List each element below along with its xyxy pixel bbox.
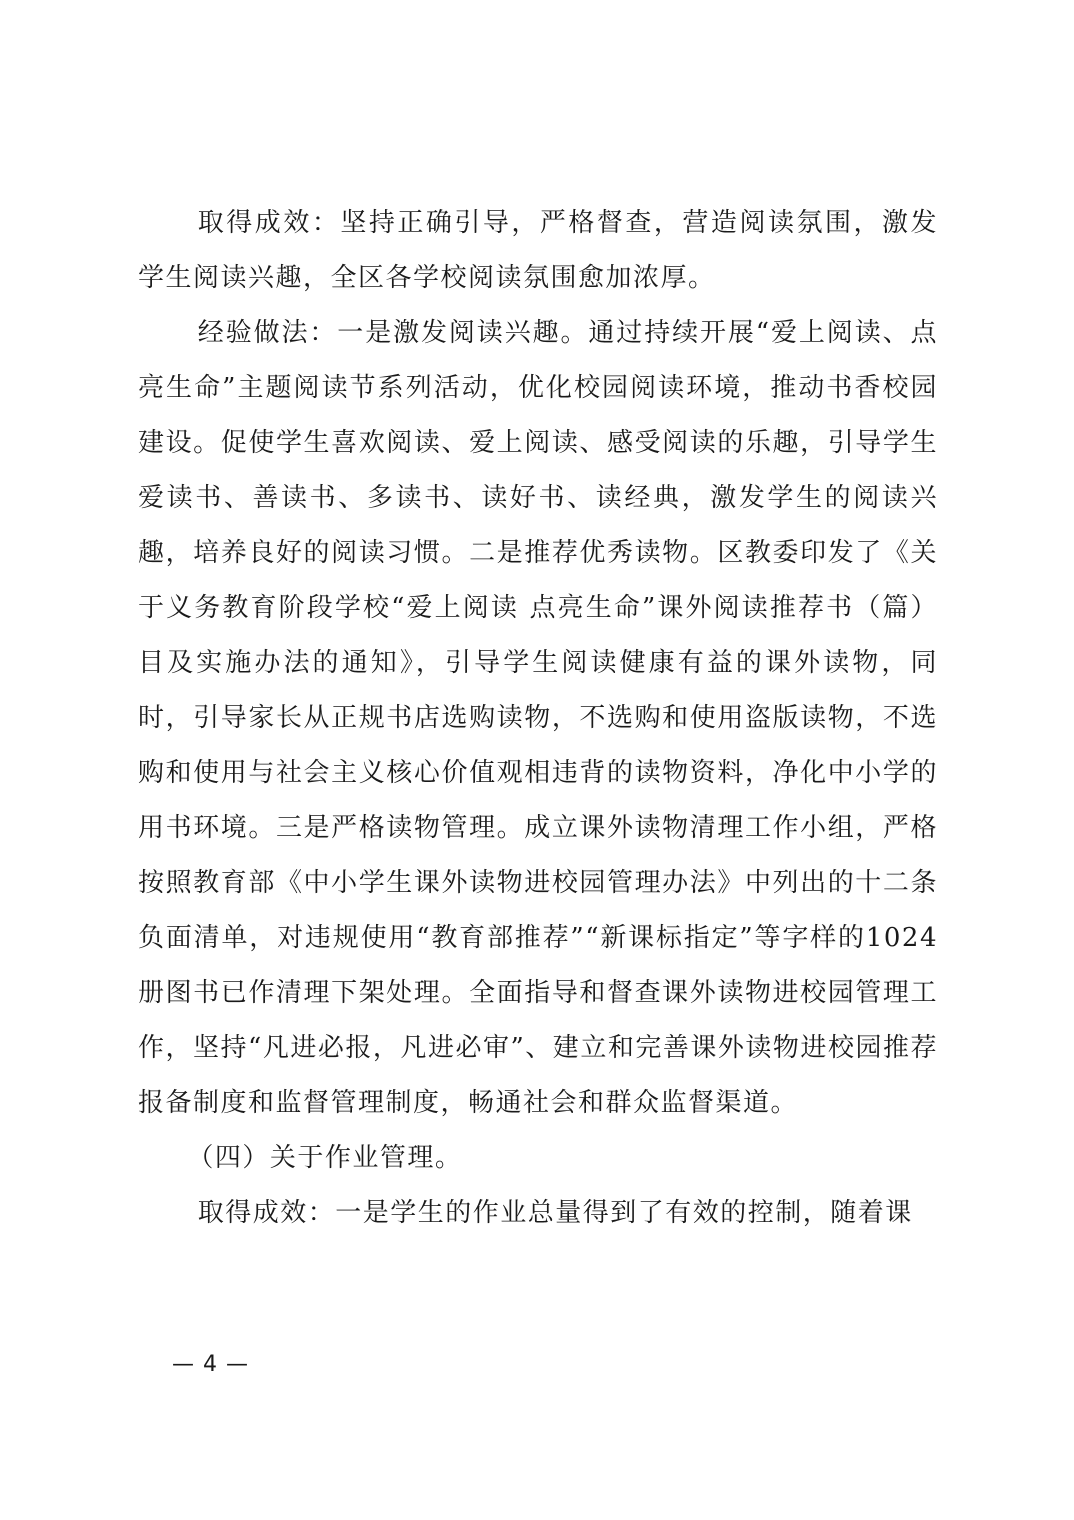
page-number: — 4 — bbox=[172, 1352, 249, 1377]
paragraph-results-homework: 取得成效：一是学生的作业总量得到了有效的控制，随着课 bbox=[197, 1198, 913, 1228]
paragraph-results-reading: 取得成效：坚持正确引导，严格督查，营造阅读氛围，激发学生阅读兴趣，全区各学校阅读氛围愈加浓厚。 bbox=[138, 208, 938, 293]
document-body bbox=[138, 196, 938, 1241]
paragraph-experience-reading: 经验做法：一是激发阅读兴趣。通过持续开展“爱上阅读、点亮生命”主题阅读节系列活动，优化校园阅读环境，推动书香校园建设。促使学生喜欢阅读、爱上阅读、感受阅读的乐趣，引导学生爱读书、善读书、多读书、读好书、读经典，激发学生的阅读兴趣，培养良好的阅读习惯。二是推荐优秀读物。区教委印发了《关于义务教育阶段学校“爱上阅读 点亮生命”课外阅读推荐书（篇）目及实施办法的通知》，引导学生阅读健康有益的课外读物，同时，引导家长从正规书店选购读物，不选购和使用盗版读物，不选购和使用与社会主义核心价值观相违背的读物资料，净化中小学的用书环境。三是严格读物管理。成立课外读物清理工作小组，严格按照教育部《中小学生课外读物进校园管理办法》中列出的十二条负面清单，对违规使用“教育部推荐”“新课标指定”等字样的1024册图书已作清理下架处理。全面指导和督查课外读物进校园管理工作，坚持“凡进必报，凡进必审”、建立和完善课外读物进校园推荐报备制度和监督管理制度，畅通社会和群众监督渠道。 bbox=[138, 318, 938, 1118]
section-heading-homework: （四）关于作业管理。 bbox=[187, 1143, 463, 1173]
